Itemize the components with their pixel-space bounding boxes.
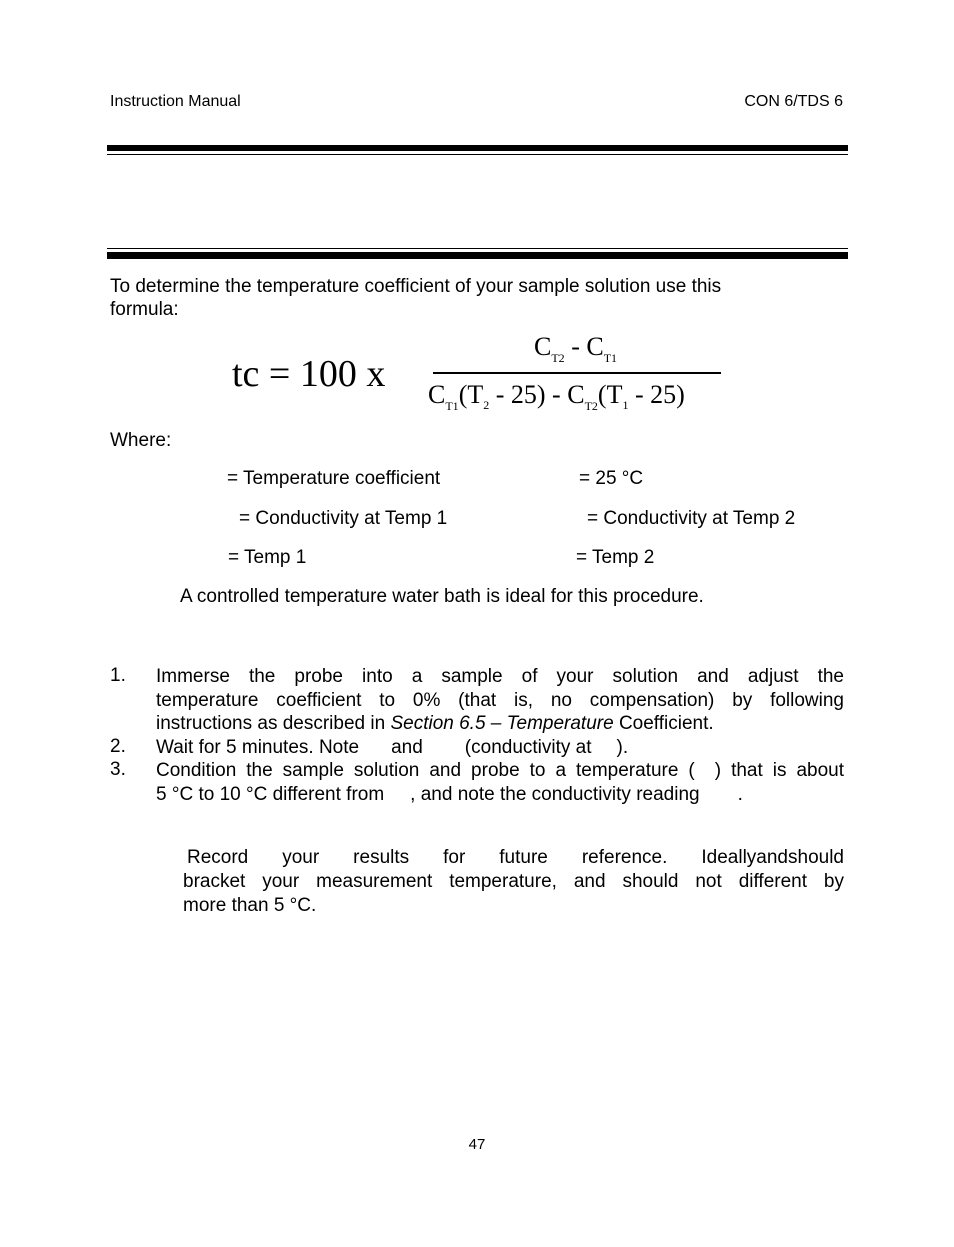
header-rule-thin <box>107 154 848 155</box>
where-reference-temp: = 25 °C <box>579 468 644 489</box>
formula-lhs: tc = 100 x <box>232 353 386 395</box>
step-3-number: 3. <box>110 759 126 780</box>
where-t2-definition: = Temp 2 <box>576 547 655 568</box>
intro-line-2: formula: <box>110 299 179 320</box>
section-rule-thin <box>107 248 848 249</box>
step-2-text: Wait for 5 minutes. Note and (conductivity at ). <box>156 737 629 758</box>
where-ct2-definition: = Conductivity at Temp 2 <box>587 508 796 529</box>
formula-denominator: $C_{T1}(T_2 - 25) - C_{T2}(T_1 - 25)$ <box>428 380 685 413</box>
header-rule-thick <box>107 145 848 151</box>
where-t1-definition: = Temp 1 <box>228 547 307 568</box>
step-1-text: Immerse the probe into a sample of your solution and adjust the temperature coefficient to 0% (that is, no compensation) by following instructions as described in Section 6.5 – Temperature Coefficient. <box>156 666 844 734</box>
where-label: Where: <box>110 430 172 451</box>
where-ct1-definition: = Conductivity at Temp 1 <box>239 508 448 529</box>
step-2-number: 2. <box>110 736 126 757</box>
intro-line-1: To determine the temperature coefficient of your sample solution use this <box>110 276 722 297</box>
record-results-note: Record your results for future reference. Ideallyandshould bracket your measurement temperature, and should not different by more than 5 °C. <box>183 847 844 916</box>
header-manual-title: Instruction Manual <box>110 93 241 110</box>
section-rule-thick <box>107 252 848 259</box>
step-3-text: Condition the sample solution and probe to a temperature ( ) that is about 5 °C to 10 °C different from , and note the conductivity reading . <box>156 760 845 805</box>
water-bath-note: A controlled temperature water bath is ideal for this procedure. <box>180 586 704 607</box>
step-1-number: 1. <box>110 665 126 686</box>
where-tc-definition: = Temperature coefficient <box>227 468 441 489</box>
header-model-name: CON 6/TDS 6 <box>744 93 843 110</box>
page-number: 47 <box>468 1136 486 1153</box>
formula-fraction-bar <box>433 372 721 374</box>
formula-numerator: $C_{T2} - C_{T1}$ <box>534 332 618 365</box>
